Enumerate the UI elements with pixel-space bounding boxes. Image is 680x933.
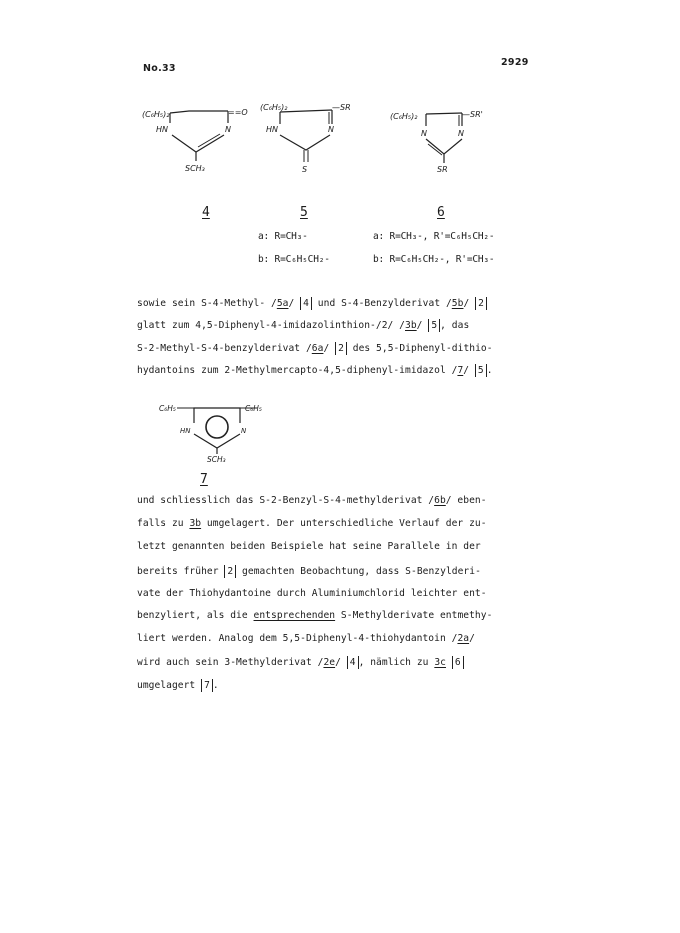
para2-line1: und schliesslich das S-2-Benzyl-S-4-methylderivat /6b/ eben-	[137, 495, 487, 506]
para1-line4: hydantoins zum 2-Methylmercapto-4,5-diphenyl-imidazol /7/ 5 .	[137, 365, 493, 376]
structure-4-sch3: SCH₃	[185, 164, 205, 173]
compound-label-4: 4	[202, 205, 210, 220]
structure-5	[258, 96, 368, 176]
structure-5-s: S	[302, 165, 308, 174]
para1-line1: sowie sein S-4-Methyl- /5a/ 4 und S-4-Benzylderivat /5b/ 2	[137, 297, 487, 310]
para2-line2: falls zu 3b umgelagert. Der unterschiedliche Verlauf der zu-	[137, 518, 487, 529]
structure-7-right-substituent: C₆H₅	[245, 404, 262, 413]
structure-6-n-right: N	[458, 129, 464, 138]
structure-7-left-substituent: C₆H₅	[159, 404, 176, 413]
compound-label-5: 5	[300, 205, 308, 220]
structure-4-oxo: ==O	[228, 108, 248, 117]
structure-4-nh: HN	[156, 125, 168, 134]
structure-7	[157, 396, 277, 468]
para2-line5: vate der Thiohydantoine durch Aluminiumchlorid leichter ent-	[137, 588, 487, 599]
structure-5-substituent: (C₆H₅)₂	[260, 103, 288, 112]
variant-5b: b: R=C₆H₅CH₂-	[258, 254, 330, 265]
para2-line7: liert werden. Analog dem 5,5-Diphenyl-4-thiohydantoin /2a/	[137, 633, 475, 644]
para2-line4: bereits früher 2 gemachten Beobachtung, dass S-Benzylderi-	[137, 566, 481, 577]
structure-6-sr-prime: —SR'	[462, 110, 483, 119]
para1-line3: S-2-Methyl-S-4-benzylderivat /6a/ 2 des 5,5-Diphenyl-dithio-	[137, 343, 493, 354]
para2-line8: wird auch sein 3-Methylderivat /2e/ 4 , nämlich zu 3c 6	[137, 656, 464, 669]
para1-line2: glatt zum 4,5-Diphenyl-4-imidazolinthion-/2/ /3b/ 5 , das	[137, 320, 470, 331]
structure-7-sch3: SCH₃	[207, 455, 226, 464]
structure-5-nh: HN	[266, 125, 278, 134]
para2-line3: letzt genannten beiden Beispiele hat seine Parallele in der	[137, 541, 481, 552]
para2-line6: benzyliert, als die entsprechenden S-Methylderivate entmethy-	[137, 610, 493, 621]
structure-5-n: N	[328, 125, 334, 134]
structure-4	[140, 96, 250, 176]
structure-6	[388, 96, 518, 176]
structure-4-n: N	[225, 125, 231, 134]
variant-5a: a: R=CH₃-	[258, 231, 308, 242]
structure-5-sr: —SR	[332, 103, 351, 112]
journal-number: No.33	[143, 63, 176, 74]
structure-4-substituent: (C₆H₅)₂	[142, 110, 170, 119]
structure-7-n: N	[241, 427, 247, 435]
variant-6a: a: R=CH₃-, R'=C₆H₅CH₂-	[373, 231, 495, 242]
para2-line9: umgelagert 7 .	[137, 680, 219, 691]
page-number: 2929	[501, 57, 529, 68]
structure-6-substituent: (C₆H₅)₂	[390, 112, 418, 121]
structure-6-n-left: N	[421, 129, 427, 138]
variant-6b: b: R=C₆H₅CH₂-, R'=CH₃-	[373, 254, 495, 265]
compound-label-7: 7	[200, 472, 208, 487]
structure-6-sr: SR	[437, 165, 448, 174]
structure-7-nh: HN	[180, 427, 191, 435]
compound-label-6: 6	[437, 205, 445, 220]
